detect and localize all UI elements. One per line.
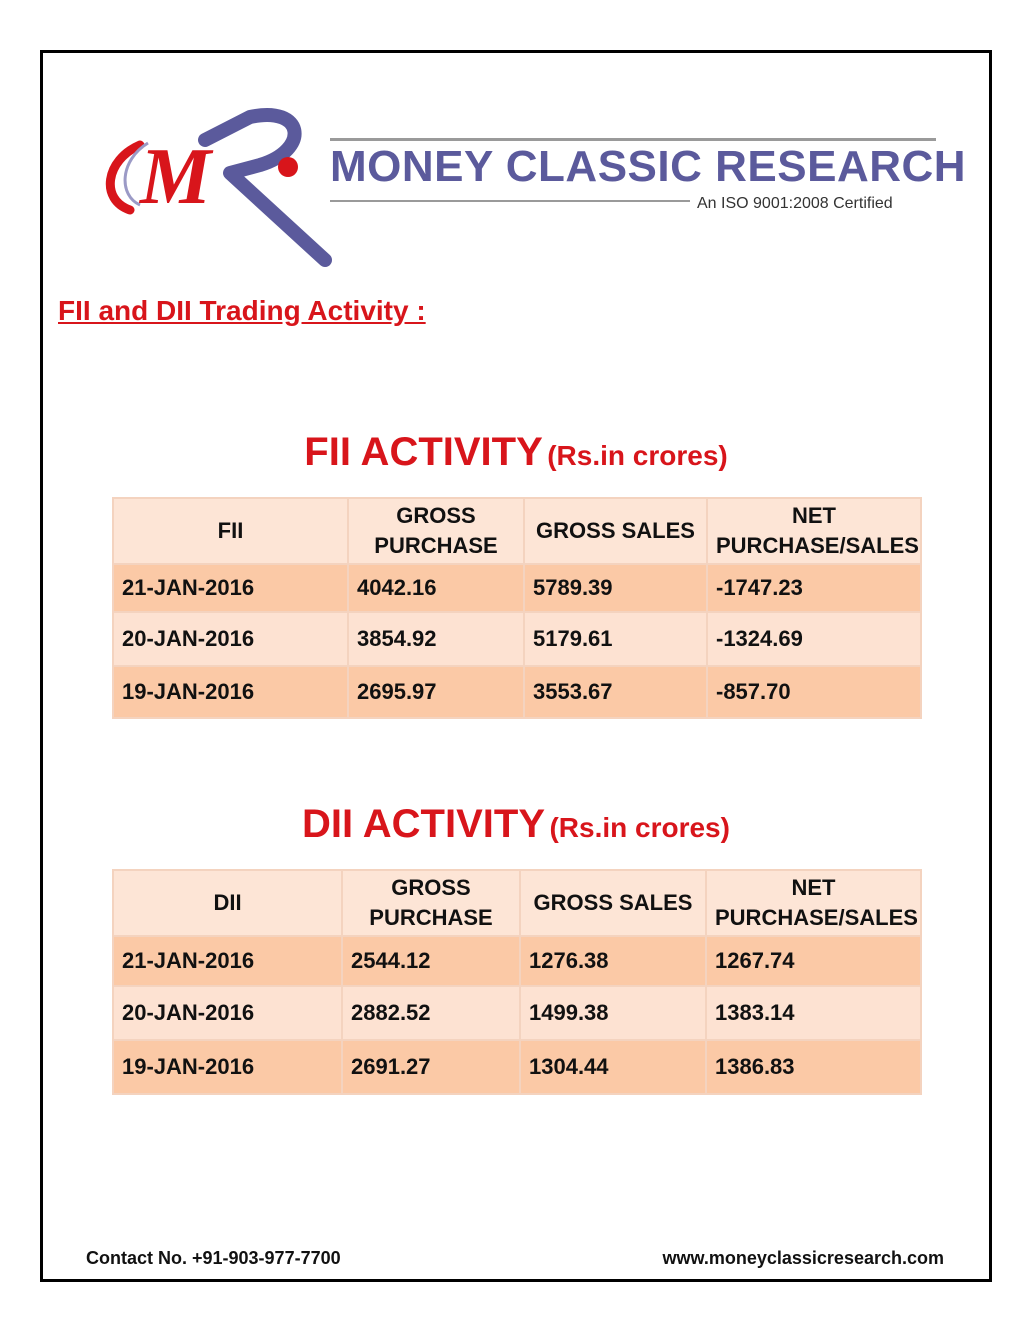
table-row	[113, 1040, 921, 1094]
fii-header-net	[707, 498, 921, 564]
fii-table-title	[112, 430, 920, 475]
footer-website-link[interactable]: www.moneyclassicresearch.com	[662, 1248, 944, 1268]
dii-date-cell: 20-JAN-2016	[113, 986, 342, 1040]
svg-text:M: M	[140, 133, 212, 221]
fii-net-cell: -1747.23	[707, 564, 921, 612]
fii-date-cell: 19-JAN-2016	[113, 666, 348, 718]
dii-net-cell: 1386.83	[706, 1040, 921, 1094]
dii-header-net-line1: NET	[791, 875, 836, 900]
section-title: FII and DII Trading Activity :	[58, 295, 426, 326]
dii-gross-purchase-cell: 2544.12	[342, 936, 520, 986]
footer-contact: Contact No. +91-903-977-7700	[86, 1248, 341, 1268]
fii-date-cell: 20-JAN-2016	[113, 612, 348, 666]
fii-gross-sales-cell: 5789.39	[524, 564, 707, 612]
brand-name: MONEY CLASSIC RESEARCH	[330, 142, 967, 191]
dii-header-gross-purchase-line1: GROSS	[391, 875, 471, 900]
fii-unit-text: (Rs.in crores)	[547, 440, 728, 471]
dii-gross-purchase-cell: 2691.27	[342, 1040, 520, 1094]
dii-gross-sales-cell: 1499.38	[520, 986, 706, 1040]
dii-title-text: DII ACTIVITY	[302, 802, 545, 846]
brand-rule-bottom	[330, 200, 690, 202]
dii-header-dii: DII	[113, 870, 342, 936]
dii-header-gross-purchase	[342, 870, 520, 936]
fii-header-gross-purchase	[348, 498, 524, 564]
fii-title-text: FII ACTIVITY	[304, 430, 543, 474]
fii-header-gross-purchase-line1: GROSS	[396, 503, 476, 528]
fii-gross-purchase-cell: 2695.97	[348, 666, 524, 718]
table-row	[113, 564, 921, 612]
fii-net-cell: -1324.69	[707, 612, 921, 666]
dii-gross-sales-cell: 1276.38	[520, 936, 706, 986]
fii-header-row	[113, 498, 921, 564]
dii-date-cell: 21-JAN-2016	[113, 936, 342, 986]
dii-header-gross-sales: GROSS SALES	[520, 870, 706, 936]
fii-gross-sales-cell: 5179.61	[524, 612, 707, 666]
dii-net-cell: 1383.14	[706, 986, 921, 1040]
dii-header-net-line2: PURCHASE/SALES	[715, 905, 918, 930]
brand-rule-top	[330, 138, 936, 141]
table-row	[113, 986, 921, 1040]
fii-header-net-line1: NET	[792, 503, 836, 528]
fii-gross-purchase-cell: 4042.16	[348, 564, 524, 612]
dii-net-cell: 1267.74	[706, 936, 921, 986]
dii-header-gross-purchase-line2: PURCHASE	[369, 905, 493, 930]
dii-header-net	[706, 870, 921, 936]
fii-header-gross-purchase-line2: PURCHASE	[374, 533, 498, 558]
dii-header-row	[113, 870, 921, 936]
brand-certification: An ISO 9001:2008 Certified	[697, 195, 893, 212]
dii-activity-table	[112, 869, 922, 1095]
dii-unit-text: (Rs.in crores)	[549, 812, 730, 843]
fii-header-gross-sales: GROSS SALES	[524, 498, 707, 564]
dii-date-cell: 19-JAN-2016	[113, 1040, 342, 1094]
dii-gross-sales-cell: 1304.44	[520, 1040, 706, 1094]
dii-gross-purchase-cell: 2882.52	[342, 986, 520, 1040]
table-row	[113, 666, 921, 718]
table-row	[113, 612, 921, 666]
fii-activity-table	[112, 497, 922, 719]
fii-gross-purchase-cell: 3854.92	[348, 612, 524, 666]
fii-date-cell: 21-JAN-2016	[113, 564, 348, 612]
fii-header-fii: FII	[113, 498, 348, 564]
fii-header-net-line2: PURCHASE/SALES	[716, 533, 919, 558]
fii-net-cell: -857.70	[707, 666, 921, 718]
dii-table-title	[112, 802, 920, 847]
table-row	[113, 936, 921, 986]
fii-gross-sales-cell: 3553.67	[524, 666, 707, 718]
